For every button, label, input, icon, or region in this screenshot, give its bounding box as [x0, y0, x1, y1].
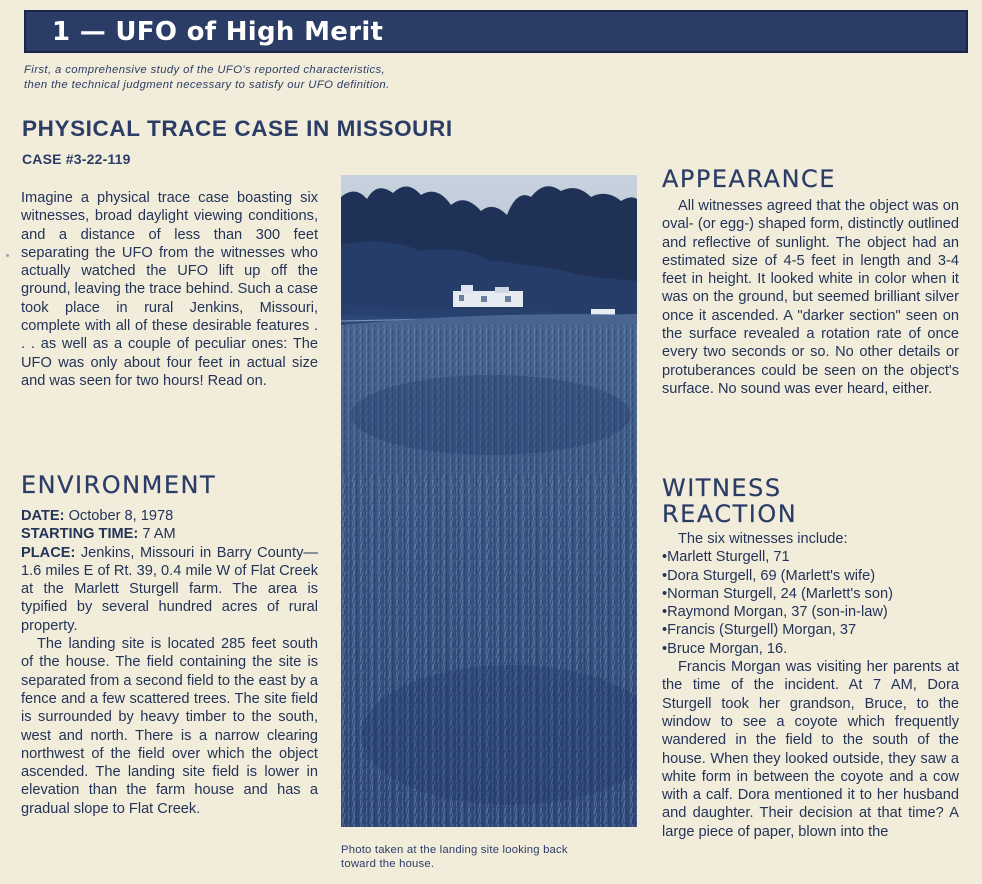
- landing-site-photo: [341, 175, 637, 827]
- lead-column: [21, 189, 318, 390]
- appearance-heading: APPEARANCE: [662, 165, 836, 193]
- environment-section: [21, 507, 318, 818]
- list-item: •Marlett Sturgell, 71: [662, 549, 790, 566]
- list-item: •Dora Sturgell, 69 (Marlett's wife): [662, 567, 876, 584]
- witness-intro: The six witnesses include:: [678, 531, 848, 547]
- intro-line: First, a comprehensive study of the UFO's reported characteristics,: [24, 64, 386, 76]
- environment-heading: ENVIRONMENT: [21, 471, 217, 499]
- witness-reaction-heading: [662, 475, 797, 527]
- place-label: PLACE:: [21, 544, 76, 561]
- header-banner: [24, 10, 968, 53]
- margin-dot: [6, 254, 9, 257]
- date-label: DATE:: [21, 508, 65, 524]
- photo-caption: [341, 843, 641, 871]
- witness-paragraph: Francis Morgan was visiting her parents at the time of the incident. At 7 AM, Dora Sturgell took her grandson, Bruce, to the window to see a coyote which frequently wandered in the field to the south of the house. When they looked outside, they saw a white form in between the coyote and a cow with a calf. Dora mentioned it to her husband and daughter. Their decision at that time? A large piece of paper, blown into the: [662, 659, 959, 840]
- caption-line: Photo taken at the landing site looking back: [341, 844, 568, 856]
- intro-text: [24, 63, 544, 93]
- witness-list: [662, 548, 959, 658]
- case-number: CASE #3-22-119: [22, 151, 131, 167]
- date-value: October 8, 1978: [68, 508, 174, 524]
- banner-title: 1 — UFO of High Merit: [52, 17, 384, 47]
- article-title: PHYSICAL TRACE CASE IN MISSOURI: [22, 116, 453, 141]
- list-item: •Raymond Morgan, 37 (son-in-law): [662, 604, 888, 621]
- appearance-section: [662, 197, 959, 398]
- list-item: •Bruce Morgan, 16.: [662, 640, 788, 657]
- place-line: [21, 544, 318, 635]
- witness-heading-line1: WITNESS: [662, 474, 782, 502]
- site-paragraph: The landing site is located 285 feet south of the house. The field containing the site is separated from a second field to the east by a fence and a few scattered trees. The site field is surrounded by heavy timber to the south, west and north. There is a narrow clearing northwest of the field over which the object ascended. The landing site field is lower in elevation than the farm house and has a gradual slope to Flat Creek.: [21, 636, 318, 817]
- time-value: 7 AM: [142, 526, 176, 543]
- list-item: •Francis (Sturgell) Morgan, 37: [662, 622, 857, 639]
- time-label: STARTING TIME:: [21, 526, 139, 543]
- appearance-paragraph: All witnesses agreed that the object was on oval- (or egg-) shaped form, distinctly outlined and reflective of sunlight. The object had an estimated size of 4-5 feet in length and 3-4 feet in height. It looked white in color when it was on the ground, but seemed brilliant silver once it ascended. A "darker section" seen on the surface revealed a rotation rate of once every two seconds or so. No other details or protuberances could be seen on the object's surface. No sound was ever heard, either.: [662, 198, 959, 397]
- witness-heading-line2: REACTION: [662, 500, 798, 528]
- photo-illustration: [341, 175, 637, 827]
- time-line: [21, 525, 318, 543]
- place-value: Jenkins, Missouri in Barry County—1.6 miles E of Rt. 39, 0.4 mile W of Flat Creek at the Marlett Sturgell farm. The area is typified by several hundred acres of rural property.: [21, 544, 318, 634]
- lead-paragraph: Imagine a physical trace case boasting six witnesses, broad daylight viewing conditions, and a distance of less than 300 feet separating the UFO from the witnesses who actually watched the UFO lift up off the ground, leaving the trace behind. Such a case took place in rural Jenkins, Missouri, complete with all of these desirable features . . . as well as a couple of peculiar ones: The UFO was only about four feet in actual size and was seen for two hours! Read on.: [21, 190, 318, 389]
- intro-line: then the technical judgment necessary to satisfy our UFO definition.: [24, 79, 390, 91]
- witness-reaction-section: [662, 530, 959, 841]
- caption-line: toward the house.: [341, 858, 435, 870]
- date-line: [21, 507, 318, 525]
- list-item: •Norman Sturgell, 24 (Marlett's son): [662, 585, 893, 602]
